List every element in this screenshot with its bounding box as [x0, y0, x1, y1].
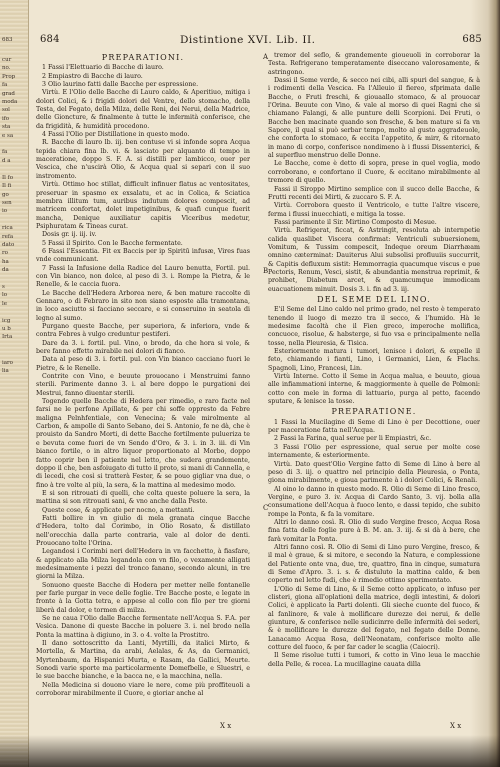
page-bottom-shadow	[0, 735, 500, 767]
paragraph: Le Bacche dell'Hedera Arborea nere, & ben mature raccolte di Gennaro, o di Febraro in sito non siano esposte alla tramontana, in loco asciutto si facciano seccare, e si conseruino in seatola di legno al sumo.	[36, 289, 250, 322]
paragraph: Altri fanno così. R. Olio di Semi di Lino puro Vergine, fresco, & il mal è graue, & si mitore, e secondo la Natura, e complessione del Patiente onte vna, due, tre, quattro, fina in cinque, sumatura di Seme d'Apro. 3. i. s. & distuluto la mattina caldo, & ben coperto nel letto fudi, che è rimedio ottimo sperimentato.	[268, 543, 480, 585]
left-page-number: 684	[40, 34, 60, 45]
paragraph: Dosis gr. ij. iij. iv.	[42, 231, 97, 239]
paragraph: Queste cose, & applicate per nocno, a mettanti.	[42, 506, 195, 514]
paragraph: Il dano sottoscritto da Lanti, Myrtilli, da italici Mirto, & Mortella, & Martina, da arabi, Aelalas, & As, da Germanici, Myrtenbaum, da Hispanici Murta, e Rasam, da Gallici, Meurte. Sonodi varie sporte ma particolarmente Domefbelle, e Sluestri, e le sue bacche bianche, e la bacca ne, e la macchina, nella.	[36, 640, 250, 681]
margin-marker-a: A	[263, 53, 269, 61]
paragraph: 3 Fassi l'Olio per espressione, qual serue per molte cose internamente, & esteriormente.	[268, 443, 480, 460]
paragraph: Contrite con Vino, e beuute prouocano i Menstruimi fanno sterili. Parimente danno 3. i. al bere doppo le purgationi dei Mestrui, fanno diuentar sterili.	[36, 373, 250, 397]
page-header	[30, 34, 486, 48]
paragraph: Sonuono queste Bacche di Hodera per metter nelle fontanelle per farle purgar in vece delle foglie. Tre Bacche poste, e legate in fronte à la Gotta tetra, e appese al collo con filo per tre giorni liberà dal dolor, e tormen di milza.	[36, 581, 250, 614]
paragraph: Il Seme risolue tutti i tumori, & cotto in Vino leua le macchie della Pelle, & rocea. La mucillagine cauata dilla	[268, 652, 480, 668]
paragraph: R. Bacche di lauro lb. iij. ben contuse vi si infonde sopra Acqua tepida chiara fina lb. vi. & lasciato per alquanto di tempo in maceratione, doppo S. F. A. si distilli per lambicco, ouer per Vescica, che n'uscirà Olio, & Acqua qual si separi con il suo instromento.	[36, 139, 250, 180]
paragraph: Purgano queste Bacche, per superiora, & inferiora, vnde & contra Febres à vulgo creduntur pestiferi.	[36, 323, 250, 339]
paragraph: Nella Medicina si douono viare le nere, come più proffiteuoli a corroborar mirabilmente il Cuore, e gioriar anche al	[36, 681, 250, 698]
margin-marker-c: C	[263, 504, 269, 512]
paragraph: 2 Empiastro di Bacche di lauro.	[42, 72, 143, 80]
paragraph: 2 Fassi la Farina, qual serue per li Empiastri, &c.	[274, 435, 432, 443]
margin-marker-b: B	[263, 267, 269, 275]
paragraph: Virtù. Corrobora questo il Ventricolo, e tutte l'altre viscere, ferma i flussi inuecchiati, e mitiga la tosse.	[268, 202, 480, 218]
paragraph: Esteriormente matura i tumori, lenisce i dolori, & expelle il feto, chiamando i fianti, Lino, i Germanici, Lien, & Flachs. Spagnoli, Lino, Francesi, Lin.	[268, 348, 480, 372]
paragraph: Legandosi i Corimbi neri dell'Hedera in vn facchetto, à fiasfare, & applicato alla Milza legandola con vn filo, o vexamente alligati medesimamente i pezzi del tronco fanano, secondo alcuni, in tre giorni la Milza.	[36, 548, 250, 581]
paragraph: Fatti bollire in vn giulio di mela granata cinque Bacche d'Hedera, tolto dal Corimbo, in Olio Rosato, & distillato nell'orecchia dalla parte contraria, vale al dolor de denti. Prouocano tolte l'Orina.	[36, 514, 250, 547]
paragraph: Al oino lo danno in questo modo. R. Olio di Seme di Lino fresco, Vergine, e puro 3. iv. Acqua di Cardo Santo, 3. vij. bolla alla consumatione dell'Acqua à fuoco lento, e dassi tepido, che subito rompe la Ponta, & fa la vomitare.	[268, 485, 480, 518]
paragraph: 6 Fassi l'Essentia. Fit ex Baccis per ip Spiritū infusæ, Vires fuas vnde communicant.	[36, 247, 250, 264]
previous-page-number: 683	[2, 37, 13, 43]
paragraph: E'il Seme del Lino caldo nel primo grado, nel resto è temperato tenendo il luogo di mezzo tra il secco, & l'humido. Hà le medesime facoltà che il Fien greco, imperoche mollifica, concuoce, risolue, & habstergе, si fuo vsa e principalmente nella tosse, nella Pleuresia, & Tisica.	[268, 306, 480, 347]
paragraph: E si son ritrouati di quelli, che colta queste poluere la sera, la mattina si son ritrouati sani, & vno anche dalla Peste.	[36, 489, 250, 506]
paragraph: L'Olio di Seme di Lino, & il Seme cotto applicato, o infuso per clisteri, giona all'oplationi della matrice, degli intestini, & dolori Colici, è applicato la Parti dolenti. Gli sieche cuonte del fuoco, & al fanlinore, & vale à mollificare durezze dei nerui, & delle giunture, & conferisce nelle sudicinrre delle infermità dei sederi, & è mollificare le durezze del fegato, nel fegato delle Donne. Lanacamo Acqua Rosa, dell'Neonatam, conferisce molto alle cotture del fuoco, & per far cader le scaglia (Caiocri).	[268, 585, 480, 652]
paragraph: Virtù Interne. Cotto il Seme in Acqua malua, e beuuto, gioua alle infiammationi interne, & maggiormente à quelle de Polmoni: cotto con mele in forma di lattuario, purga al petto, facendo sputare, & lenisce la tosse.	[268, 373, 480, 406]
right-column	[268, 52, 480, 669]
paragraph: Dassi il Seme verde, & secco nei cibi, alli spuri del sangue, & à i rodimenti della Vescica. Fa l'Alleuio il fiereo, sfprimata dalle Bacche, o Fruti freschi, & giouaallo stomaco, & al prouocar l'Orina. Beuute con Vino, & vale al morso di quei Ragni che si chiamano Falangi, & alle punture delli Scorpioni. Dei Fruti, o Bacche ben macinate quando son fresche, & ben mature si fa vn Sapore, il qual si può serbar tempo, molto al gusto aggradeuole, che conforta lo stomaco, & eccita l'appetito, & mirr, & ritornato in mano di corpo, conferisce nondimeno à i flussi Dissenterici, & al superfluo menstruo delle Donne.	[268, 77, 480, 160]
paragraph: Togendo quelle Bacche di Hedera per rimedio, e raro facte nel farsi ne le perfone Apillate, & per chi soffe oppresto da Febre maligna Pelnhfentiale, con Venecina; & vale mirolmente al Carbon, & ampolle di Santo Sebano, dei S. Antonio, fe ne dà, che è prouisto da Sandro Morti, di dette Bacche fortilmente pulueriza te e bevuta come fuori de vn Sendo d'Oro, & 3. i. in 3. iii. di Vin bianco fortile, o in altro liquor proportionato al Morbo, doppo fatto coprir ben il patiente nel letto, che sudera grandemente, doppo il che, ben asfoiugato di tutto il proto, si mani di Cannella, e di lecedi, che così si tratterà Fester, & se pouo gigliar vna due, o fino à tre volte al più, la sera, & la mattina al medesimo modo.	[36, 398, 250, 489]
paragraph: Virtù. Dato quest'Olio Vergine fatto di Seme di Lino à bere al peso di 3. iij. o quattro nel principio della Pleuresia, o Ponta, giona mirabilmente, e gioua parimente à i dolori Colici, & Renali.	[268, 460, 480, 485]
paragraph: Dare da 3. i. fortil. pul. Vino, o brodo, da che hora si vole, & bere fanno effetto mirabile nei dolori di fianco.	[36, 339, 250, 356]
previous-page-fragment: cur no. Prop fa grad moda sol ifo sta e sa fa d a Il fo Il fi go sen io rica refa dato ro ha da s lo le icg u b Irta iaro lia	[2, 57, 18, 375]
paragraph: 7 Fassi la Infusione della Radice del Lauro benutta, Fortil. pul. con Vin bianco, non dolce, al peso di 3. i. Rompe la Pietra, & le Renelle, & le caccia fuora.	[36, 264, 250, 289]
paragraph: 5 Fassi il Spirito. Con le Bacche fermentate.	[42, 239, 183, 247]
left-signature-mark: X x	[220, 722, 232, 730]
paragraph: Data al peso di 3. i. fortil. pul. con Vin bianco cacciano fuori le Pietre, & le Renelle.	[36, 356, 250, 372]
paragraph: Fassi parimente il Sir. Mirtino Composto di Mesue.	[274, 218, 437, 226]
previous-page-edge	[0, 0, 29, 767]
paragraph: 4 Fassi l'Olio per Distillatione in questo modo.	[42, 131, 190, 139]
left-column	[36, 52, 250, 698]
preparationi-heading: PREPARATIONI.	[101, 53, 185, 62]
paragraph: 3 Olio laurino fatti dalle Bacche per espressione.	[42, 81, 199, 89]
preparatione-heading: PREPARATIONE.	[331, 407, 417, 417]
paragraph: tremor del seflo, & grandemente gioueuoli in corroborar la Testa. Refrigerano temperatamente diseccano valorosamente, & astringono.	[268, 52, 480, 76]
paragraph: Fassi il Siroppo Mirtino semplice con il succo delle Bacche, & Frutti recenti dei Mirti, & zuccaro S. F. A.	[268, 185, 480, 201]
paragraph: 1 Fassi l'Elettuario di Bacche di lauro.	[42, 64, 164, 72]
paragraph: Se ne caua l'Olio dalle Bacche fermentate nell'Acqua S. F.A. per Vesica. Danone di queste Bacche in poluere 3. i. nel brodo nella Ponta la mattina à digiuno, in 3. o 4. volte la Prostitro.	[36, 615, 250, 639]
running-title: Distintione XVI. Lib. II.	[180, 34, 316, 46]
paragraph: 1 Fassi la Mucilagine di Seme di Lino è per Decottione, ouer per maceratione fatta nell'Acqua.	[268, 418, 480, 435]
paragraph: Altri lo danno così. R. Olio di sudo Vergine fresco, Acqua Rosa fina fatta delle foglie pure à B. M. an. 3. iij. & si dà à bere, che farà vomitar la Ponta.	[268, 518, 480, 543]
paragraph: Virtù. Refrigerat, ficcat, & Astringit, resoluta ab internpetie calida quaslibet Viscera confirmat: Ventriculi subuersionem, Vomitum, & Tussim compescit, Indeque oreum Diarrhæam omnino cæterminat: Dauiterus Alui subsolisi profluuiis succurrit, & Capitis defluxum sistit: Hemmorragia quacumque viscus e pue Pectoris, Renum, Vesci, sistit, & abundantia menstrua reprimit, & prohibet, Diabetum arcet, & quamcumque immodicam euacuationem minuit. Dosis 3. i. fin ad 3. iij.	[268, 227, 480, 293]
paragraph: Le Bacche, come è detto di sopra, prese in quel voglia, modo corroborano, e confortano il Cuore, & eccitano mirabilmente al tremore di quello.	[268, 160, 480, 185]
book-page	[30, 34, 486, 734]
right-signature-mark: X x	[450, 722, 462, 730]
seme-del-lino-heading: DEL SEME DEL LINO.	[317, 294, 431, 304]
paragraph: Virtù. Ottimo hoc stillat, difficult infinuer flatus ac ventositates, preseruar in spasmo ex exsalatu, et ac in Colica, & Sciatica membra illitum tum, auribus indutum dolores compescit, ad matricem confortat, dolet impetiginibus, & quafi cunque fuerit mancha, Denique auxiliatur capitis Vlceribus medetur, Psiphuratam & Tineas curat.	[36, 181, 250, 230]
paragraph: Virtù. E l'Olio delle Bacche di Lauro caldo, & Aperitiuo, mitiga i dolori Colici, & i frigidi dolori del Ventre, dello stomacho, della Testa, del Fegato, della Milza, delle Reni, dei Nerui, della Madrice, delle Gioncture, & finalmente à tutte le infermità conferisce, che da frigidità, & humidità procedono.	[36, 89, 250, 130]
right-page-number: 685	[462, 34, 482, 45]
